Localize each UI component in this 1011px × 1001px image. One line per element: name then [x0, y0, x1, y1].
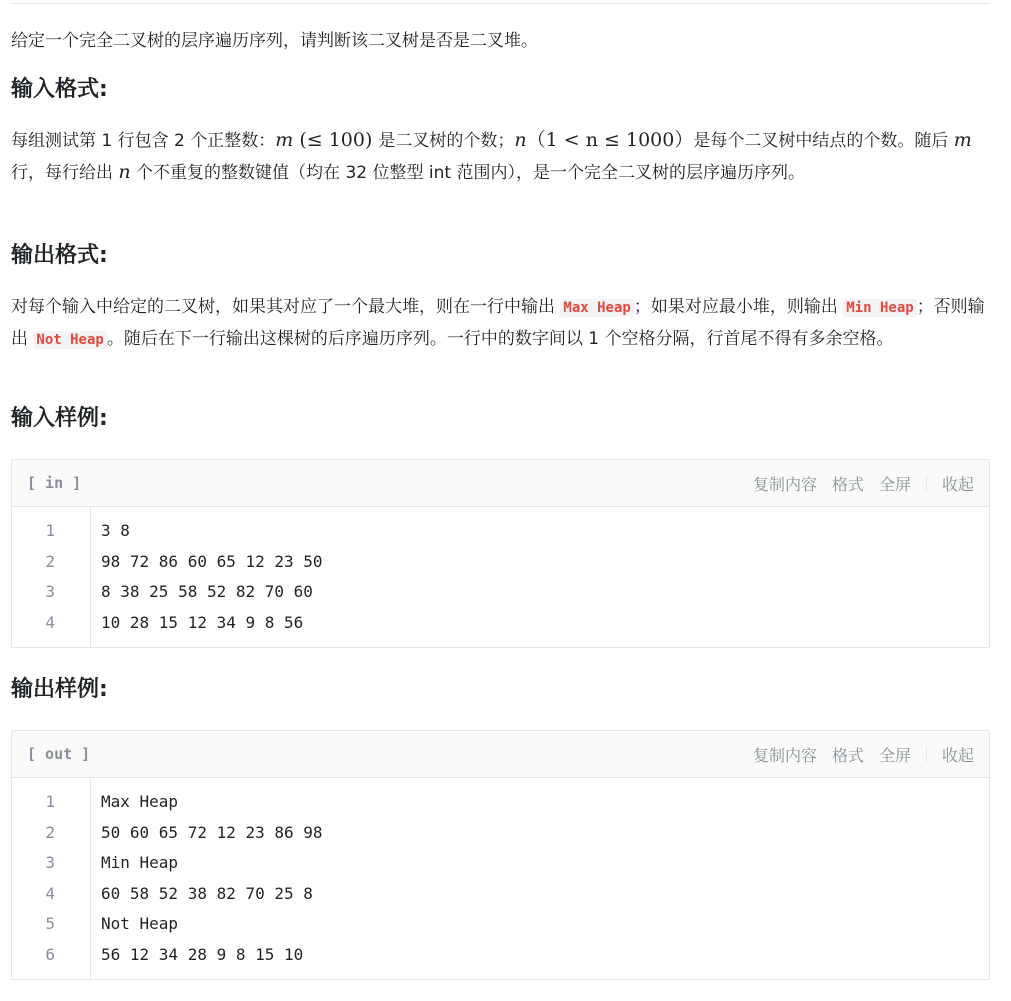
input-format-text-4: 行，每行给出 — [11, 163, 119, 183]
line-number: 1 — [45, 792, 55, 811]
line-number-gutter — [12, 507, 91, 647]
sample-output-header — [12, 731, 989, 778]
input-format-text-3: 是每个二叉树中结点的个数。随后 — [693, 131, 954, 151]
code-lines — [91, 778, 323, 979]
code-line: 10 28 15 12 34 9 8 56 — [101, 612, 304, 632]
output-format-text-1: 对每个输入中给定的二叉树，如果其对应了一个最大堆，则在一行中输出 — [11, 297, 561, 317]
output-format-text-2: ；如果对应最小堆，则输出 — [633, 297, 844, 317]
inline-code-max-heap: Max Heap — [560, 299, 633, 317]
input-format-text-2: 是二叉树的个数； — [378, 131, 515, 151]
input-format-text — [11, 125, 990, 189]
output-format-text-4: 。随后在下一行输出这棵树的后序遍历序列。一行中的数字间以 1 个空格分隔，行首尾不得有多余空格。 — [106, 329, 894, 349]
line-number: 3 — [45, 853, 55, 872]
line-number: 3 — [45, 582, 55, 601]
fullscreen-button[interactable]: 全屏 — [878, 474, 911, 494]
code-line: Max Heap — [101, 792, 179, 811]
sample-output-heading: 输出样例: — [11, 677, 108, 702]
problem-page — [11, 0, 990, 964]
input-format-heading: 输入格式: — [11, 77, 108, 102]
line-number-gutter — [12, 778, 91, 979]
copy-button[interactable]: 复制内容 — [752, 474, 817, 494]
math-n-range: （1 < n ≤ 1000） — [526, 129, 694, 151]
sample-output-body — [12, 778, 989, 979]
code-lines — [91, 507, 323, 647]
sample-input-box — [11, 459, 990, 648]
line-number: 4 — [45, 612, 55, 632]
sample-input-header — [12, 460, 989, 507]
sample-input-actions — [738, 472, 974, 495]
sample-input-heading: 输入样例: — [11, 406, 108, 431]
sample-input-tag: [ in ] — [27, 474, 82, 492]
output-format-heading: 输出格式: — [11, 243, 108, 268]
math-m: m — [275, 129, 294, 151]
line-number: 4 — [45, 883, 55, 903]
output-format-text-3: ；否则输出 — [11, 297, 985, 349]
inline-code-min-heap: Min Heap — [843, 299, 916, 317]
math-m-2: m — [953, 129, 972, 151]
math-n-2: n — [118, 161, 131, 183]
output-format-text — [11, 292, 990, 356]
code-line: Not Heap — [101, 914, 179, 933]
sample-input-body — [12, 507, 989, 647]
collapse-button[interactable]: 收起 — [941, 745, 974, 765]
line-number: 5 — [45, 914, 55, 933]
line-number: 2 — [45, 822, 55, 842]
collapse-button[interactable]: 收起 — [941, 474, 974, 494]
code-line: 60 58 52 38 82 70 25 8 — [101, 883, 313, 903]
input-format-text-5: 个不重复的整数键值（均在 32 位整型 int 范围内），是一个完全二叉树的层序遍历序列。 — [130, 163, 805, 183]
code-line: 3 8 — [101, 521, 130, 540]
line-number: 2 — [45, 551, 55, 571]
code-line: 56 12 34 28 9 8 15 10 — [101, 944, 304, 964]
line-number: 6 — [45, 944, 55, 964]
sample-output-actions — [738, 743, 974, 766]
sample-output-box — [11, 730, 990, 980]
fullscreen-button[interactable]: 全屏 — [878, 745, 911, 765]
code-line: 8 38 25 58 52 82 70 60 — [101, 582, 313, 601]
code-line: 50 60 65 72 12 23 86 98 — [101, 822, 323, 842]
action-divider — [926, 475, 927, 491]
line-number: 1 — [45, 521, 55, 540]
top-divider — [11, 0, 990, 4]
math-m-range: (≤ 100) — [293, 129, 379, 151]
copy-button[interactable]: 复制内容 — [752, 745, 817, 765]
format-button[interactable]: 格式 — [831, 474, 864, 494]
code-line: 98 72 86 60 65 12 23 50 — [101, 551, 323, 571]
format-button[interactable]: 格式 — [831, 745, 864, 765]
inline-code-not-heap: Not Heap — [33, 331, 106, 349]
problem-intro: 给定一个完全二叉树的层序遍历序列，请判断该二叉树是否是二叉堆。 — [11, 31, 538, 51]
code-line: Min Heap — [101, 853, 179, 872]
input-format-text-1: 每组测试第 1 行包含 2 个正整数： — [11, 131, 276, 151]
action-divider — [926, 746, 927, 762]
sample-output-tag: [ out ] — [27, 745, 91, 763]
math-n: n — [514, 129, 527, 151]
